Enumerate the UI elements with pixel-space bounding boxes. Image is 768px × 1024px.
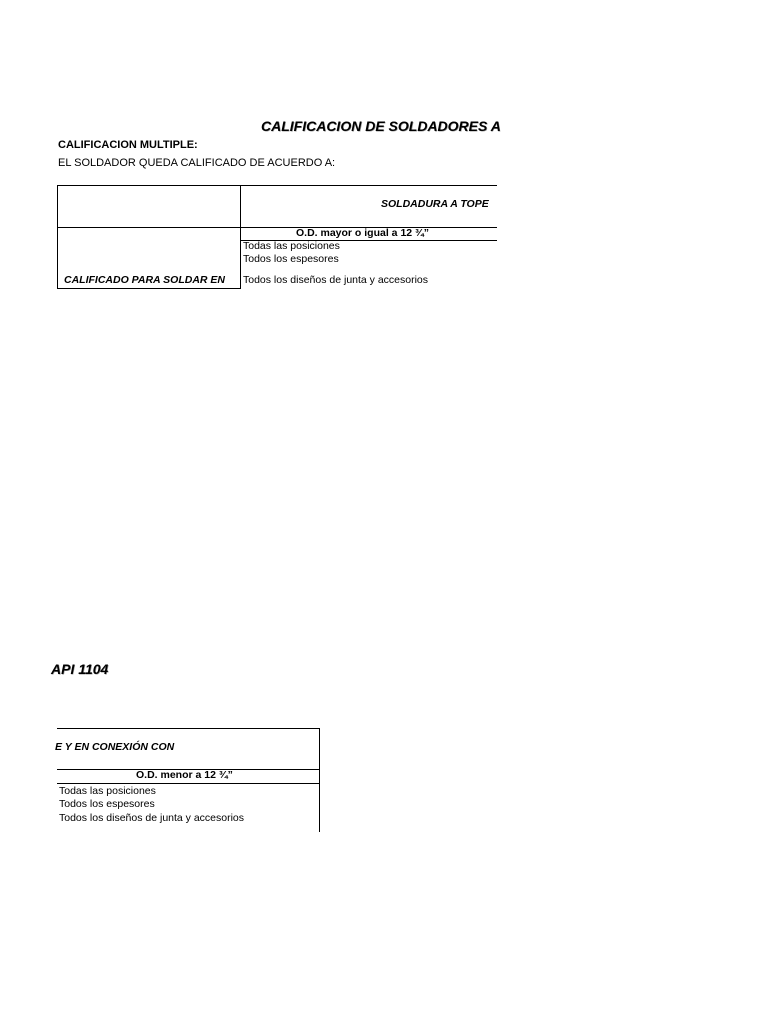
table-border-col-header [57,783,319,784]
list-item: Todas las posiciones [243,240,340,252]
document-title: CALIFICACION DE SOLDADORES A [261,118,501,134]
table-border-left [57,185,58,289]
list-item: Todas las posiciones [59,785,156,797]
row-label-qualified: CALIFICADO PARA SOLDAR EN [64,274,225,286]
section-subtitle: CALIFICACION MULTIPLE: [58,139,198,151]
table-header-butt-weld: SOLDADURA A TOPE [381,198,489,210]
list-item: Todos los espesores [243,253,339,265]
table-border-bottom-left [57,288,241,289]
standard-title: API 1104 [51,661,109,677]
page-section-1 [0,0,501,300]
table-border-mid [57,227,497,228]
table-border-top [57,728,319,729]
intro-text: EL SOLDADOR QUEDA CALIFICADO DE ACUERDO A: [58,157,336,169]
list-item: Todos los diseños de junta y accesorios [59,812,245,824]
column-header-od-less: O.D. menor a 12 ¾” [136,769,233,781]
table-header-connection: E Y EN CONEXIÓN CON [55,741,175,753]
page-section-2 [51,640,337,840]
table-border-right [319,728,320,832]
table-border-divider [240,185,241,289]
list-item: Todos los diseños de junta y accesorios [243,274,429,286]
list-item: Todos los espesores [59,798,155,810]
column-header-od-greater: O.D. mayor o igual a 12 ¾” [296,227,430,239]
table-border-top [57,185,497,186]
